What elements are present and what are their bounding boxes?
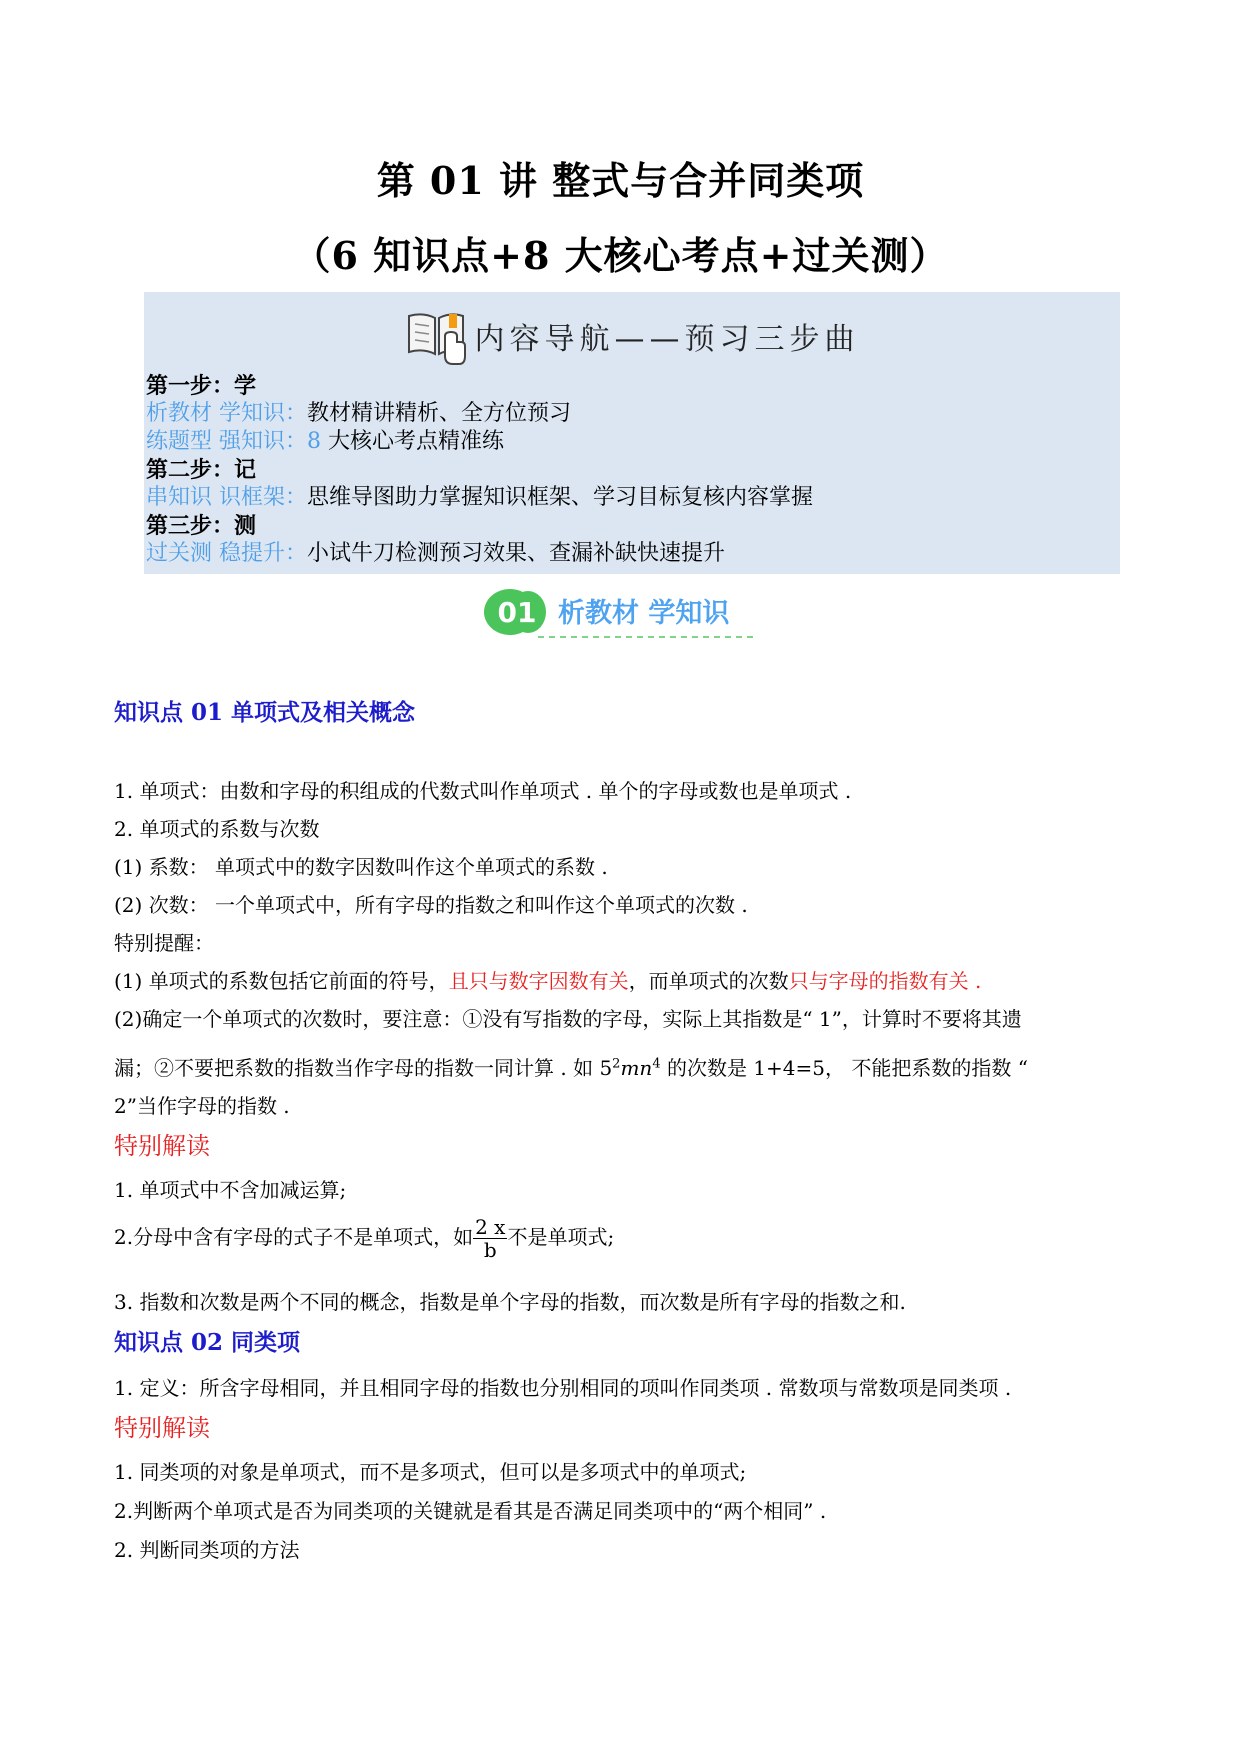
content-navigation-box (144, 292, 1120, 574)
kp1-reading-1: 1. 单项式中不含加减运算; (114, 1178, 347, 1202)
kp1-line-6-c: ，而单项式的次数 (628, 969, 789, 993)
book-pointer-icon (405, 306, 469, 366)
kp2-special-heading: 特别解读 (114, 1414, 210, 1442)
nav-row-3 (146, 484, 813, 512)
nav-row-4 (146, 540, 813, 568)
math-example (599, 1056, 660, 1080)
kp1-line-6 (114, 965, 981, 994)
nav-row-3-text: 思维导图助力掌握知识框架、学习目标复核内容掌握 (307, 485, 814, 510)
kp1-reading-2-b: 不是单项式; (507, 1225, 615, 1249)
math-var: mn (620, 1056, 653, 1080)
math-exp-2: 4 (652, 1056, 661, 1072)
nav-row-1-text: 教材精讲精析、全方位预习 (307, 401, 572, 426)
kp1-line-4: (2) 次数： 一个单项式中，所有字母的指数之和叫作这个单项式的次数 . (114, 893, 748, 917)
nav-row-2-number: 8 (307, 429, 321, 454)
badge-number: 01 (497, 596, 537, 629)
kp1-line-8-b: 的次数是 1+4=5， 不能把系数的指数 “ (660, 1056, 1028, 1080)
section-badge (484, 588, 756, 640)
nav-heading: 内容导航——预习三步曲 (474, 322, 860, 357)
nav-row-2-text: 大核心考点精准练 (321, 429, 504, 454)
kp1-line-6-highlight-1: 且只与数字因数有关 (448, 969, 629, 993)
fraction (473, 1216, 507, 1261)
kp1-reading-2-a: 2.分母中含有字母的式子不是单项式，如 (114, 1225, 474, 1249)
kp2-heading: 知识点 02 同类项 (114, 1329, 301, 1356)
math-base: 5 (599, 1056, 613, 1080)
nav-row-3-label: 串知识 识框架： (146, 485, 307, 510)
kp1-line-2: 2. 单项式的系数与次数 (114, 817, 320, 841)
badge-text: 析教材 学知识 (558, 598, 730, 629)
kp1-line-5: 特别提醒： (114, 931, 214, 955)
nav-row-2-label: 练题型 强知识： (146, 429, 307, 454)
lecture-subtitle: （6 知识点+8 大核心考点+过关测） (292, 233, 949, 278)
kp2-reading-3: 2. 判断同类项的方法 (114, 1538, 300, 1562)
kp1-line-6-a: (1) 单项式的系数包括它前面的符号， (114, 969, 449, 993)
kp1-reading-3: 3. 指数和次数是两个不同的概念，指数是单个字母的指数，而次数是所有字母的指数之和. (114, 1290, 906, 1314)
kp1-special-heading: 特别解读 (114, 1132, 210, 1160)
step-1-learn: 第一步：学 (146, 373, 257, 399)
nav-row-1-label: 析教材 学知识： (146, 401, 307, 426)
nav-row-2 (146, 428, 813, 456)
step-2-remember: 第二步：记 (146, 457, 257, 483)
step-3-test: 第三步：测 (146, 513, 257, 539)
kp1-line-8-a: 漏；②不要把系数的指数当作字母的指数一同计算 . 如 (114, 1056, 600, 1080)
kp2-line-1: 1. 定义：所含字母相同，并且相同字母的指数也分别相同的项叫作同类项 . 常数项与常数项是同类项 . (114, 1376, 1012, 1400)
kp2-reading-2: 2.判断两个单项式是否为同类项的关键就是看其是否满足同类项中的“两个相同” . (114, 1499, 827, 1523)
nav-steps (146, 372, 813, 568)
kp1-heading: 知识点 01 单项式及相关概念 (114, 699, 416, 726)
nav-row-4-label: 过关测 稳提升： (146, 541, 307, 566)
nav-header (144, 306, 1120, 366)
kp1-line-1: 1. 单项式：由数和字母的积组成的代数式叫作单项式 . 单个的字母或数也是单项式 . (114, 779, 852, 803)
kp1-line-8 (114, 1052, 1028, 1081)
kp1-reading-2 (114, 1216, 614, 1261)
nav-row-1 (146, 400, 813, 428)
kp1-line-3: (1) 系数： 单项式中的数字因数叫作这个单项式的系数 . (114, 855, 608, 879)
kp1-line-7: (2)确定一个单项式的次数时，要注意：①没有写指数的字母，实际上其指数是“ 1”，计算时不要将其遗 (114, 1007, 1022, 1031)
lecture-title: 第 01 讲 整式与合并同类项 (376, 158, 865, 203)
kp2-reading-1: 1. 同类项的对象是单项式，而不是多项式，但可以是多项式中的单项式; (114, 1460, 747, 1484)
fraction-numerator: 2 x (475, 1215, 506, 1239)
fraction-denominator: b (483, 1238, 497, 1262)
nav-row-4-text: 小试牛刀检测预习效果、查漏补缺快速提升 (307, 541, 726, 566)
math-exp-1: 2 (612, 1056, 621, 1072)
kp1-line-9: 2”当作字母的指数 . (114, 1094, 290, 1118)
kp1-line-6-highlight-2: 只与字母的指数有关 . (788, 969, 982, 993)
